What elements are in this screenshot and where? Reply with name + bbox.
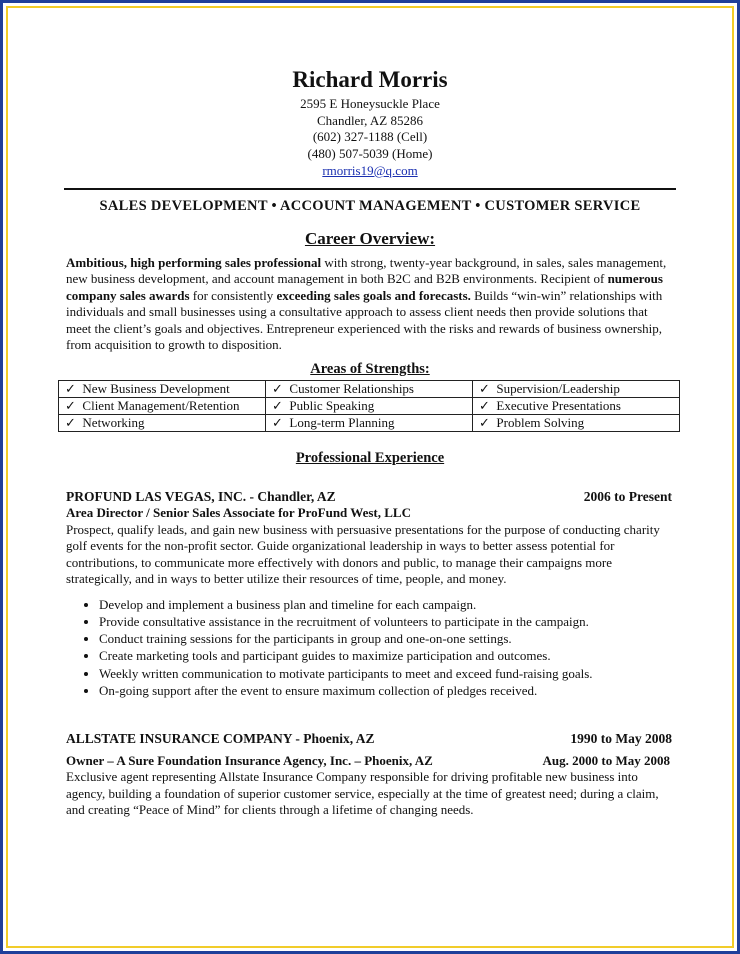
strength-cell: [266, 381, 473, 398]
job2-company: ALLSTATE INSURANCE COMPANY - Phoenix, AZ: [66, 731, 375, 747]
overview-bold-1: Ambitious, high performing sales professional: [66, 255, 322, 270]
header-divider: [64, 188, 676, 190]
strength-cell: [266, 415, 473, 432]
job2-title-row: [64, 753, 676, 769]
overview-text-2: for consistently: [189, 287, 277, 303]
list-item: • Create marketing tools and participant guides to maximize participation and outcomes.: [99, 647, 676, 664]
table-row: [59, 415, 680, 432]
strength-cell: [473, 415, 680, 432]
strength-label: New Business Development: [82, 381, 230, 397]
job1-description: Prospect, qualify leads, and gain new business with persuasive presentations for the purpose of conducting charity golf events for the non-profit sector. Guide organizational leadership in ways to better assess potential for contributions, to communicate more effectively with donors and public, to manage their campaigns more strategically, and in ways to better utilize their resources of time, people, and money.: [66, 521, 660, 587]
strength-label: Supervision/Leadership: [496, 381, 620, 397]
list-item: • Develop and implement a business plan and timeline for each campaign.: [99, 596, 676, 613]
job2-dates: 1990 to May 2008: [570, 731, 672, 747]
checkmark-icon: ✓: [479, 398, 490, 414]
table-row: [59, 398, 680, 415]
strength-label: Customer Relationships: [289, 381, 414, 397]
checkmark-icon: ✓: [65, 398, 76, 414]
strength-label: Client Management/Retention: [82, 398, 240, 414]
strength-label: Networking: [82, 415, 145, 431]
job1-dates: 2006 to Present: [583, 489, 672, 505]
checkmark-icon: ✓: [272, 381, 283, 397]
list-item: • Provide consultative assistance in the recruitment of volunteers to participate in the campaign.: [99, 613, 676, 630]
table-row: [59, 381, 680, 398]
career-overview-paragraph: [64, 255, 676, 353]
resume-header: [64, 66, 676, 180]
job1-title: Area Director / Senior Sales Associate for ProFund West, LLC: [66, 505, 411, 521]
job1-header: [64, 489, 676, 505]
job1-bullets: [64, 596, 676, 700]
overview-text-3: Builds “win-win” relationships with individuals and small businesses using a consultative approach to assess client needs then provide solutions that meet the client’s goals and objectives. Entrepreneur experienced with the risks and rewards of business ownership, from acquisition to growth to disposition.: [66, 287, 663, 353]
job2-description: Exclusive agent representing Allstate Insurance Company responsible for driving profitable new business into agency, building a foundation of superior customer service, especially at the time of greatest need; during a claim, and creating “Peace of Mind” for clients through a lifetime of changing needs.: [66, 769, 659, 818]
resume-page: [64, 64, 676, 819]
strengths-table: [58, 380, 680, 432]
address-line-2: Chandler, AZ 85286: [317, 112, 423, 128]
strength-cell: [59, 381, 266, 398]
strength-label: Problem Solving: [496, 415, 585, 431]
strength-cell: [59, 398, 266, 415]
career-overview-heading: Career Overview:: [304, 229, 436, 248]
candidate-name: Richard Morris: [292, 67, 448, 92]
overview-bold-2: numerous company sales awards: [66, 271, 663, 303]
job2-title: Owner – A Sure Foundation Insurance Agency, Inc. – Phoenix, AZ: [66, 753, 433, 769]
experience-heading: Professional Experience: [295, 450, 445, 467]
job2-title-dates: Aug. 2000 to May 2008: [542, 753, 670, 769]
checkmark-icon: ✓: [272, 398, 283, 414]
strength-cell: [266, 398, 473, 415]
list-item: • Conduct training sessions for the participants in group and one-on-one settings.: [99, 630, 676, 647]
strength-label: Executive Presentations: [496, 398, 621, 414]
list-item: • On-going support after the event to ensure maximum collection of pledges received.: [99, 682, 676, 699]
checkmark-icon: ✓: [479, 381, 490, 397]
phone-home: (480) 507-5039 (Home): [307, 145, 433, 161]
list-item: • Weekly written communication to motivate participants to meet and exceed fund-raising goals.: [99, 665, 676, 682]
address-line-1: 2595 E Honeysuckle Place: [300, 96, 440, 111]
checkmark-icon: ✓: [479, 415, 490, 431]
strength-label: Long-term Planning: [289, 415, 395, 431]
strength-cell: [59, 415, 266, 432]
overview-bold-3: exceeding sales goals and forecasts.: [276, 287, 471, 303]
checkmark-icon: ✓: [65, 381, 76, 397]
phone-cell: (602) 327-1188 (Cell): [312, 129, 428, 144]
checkmark-icon: ✓: [65, 415, 76, 431]
tagline: SALES DEVELOPMENT • ACCOUNT MANAGEMENT • CUSTOMER SERVICE: [99, 198, 641, 214]
strength-cell: [473, 398, 680, 415]
strengths-heading: Areas of Strengths:: [310, 361, 430, 378]
job1-company: PROFUND LAS VEGAS, INC. - Chandler, AZ: [66, 489, 336, 505]
email-link[interactable]: rmorris19@q.com: [322, 163, 418, 178]
strength-cell: [473, 381, 680, 398]
checkmark-icon: ✓: [272, 415, 283, 431]
overview-text-1: with strong, twenty-year background, in sales, sales management, new business development, and account management in both B2C and B2B environments. Recipient of: [66, 255, 667, 287]
strength-label: Public Speaking: [289, 398, 375, 414]
job2-header: [64, 731, 676, 747]
